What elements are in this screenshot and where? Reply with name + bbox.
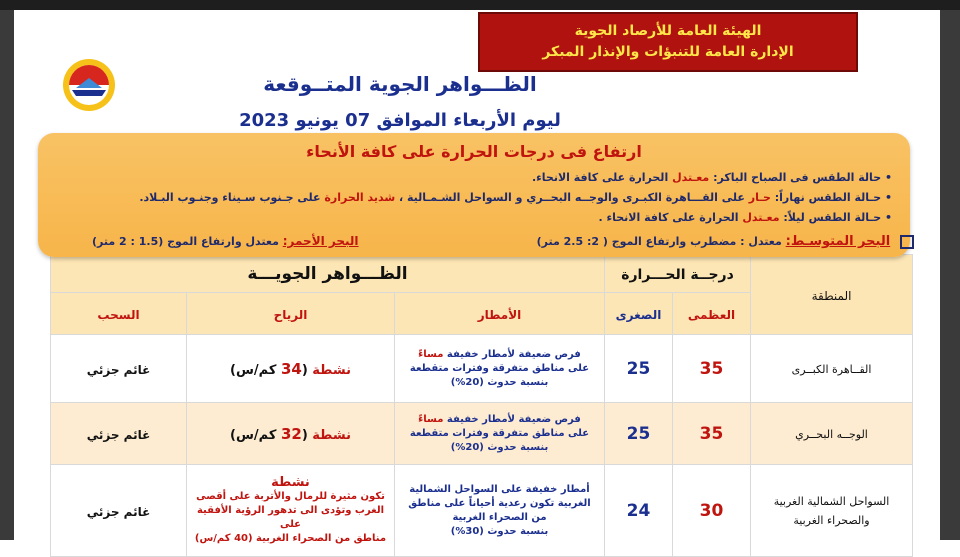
weather-table — [50, 254, 912, 557]
summary-headline: ارتفاع فى درجات الحرارة على كافة الأنحاء — [306, 142, 642, 161]
ema-logo-icon — [62, 58, 116, 112]
rain-cell: أمطار خفيفة على السواحل الشمالية الغربية تكون رعدية أحياناً على مناطق من الصحراء الغربية بنسبة حدوث (30%) — [395, 465, 605, 557]
red-sea-line: البحر الأحمر: معتدل وارتفاع الموج (1.5 : 2 متر) — [92, 234, 359, 248]
table-row — [51, 335, 913, 403]
col-header-rain: الأمطار — [395, 293, 605, 335]
table-row — [51, 403, 913, 465]
region-cell: السواحل الشمالية الغربية والصحراء الغربية — [751, 465, 913, 557]
region-cell: القــاهرة الكبــرى — [751, 335, 913, 403]
rain-cell: فرص ضعيفة لأمطار خفيفة مساءً على مناطق متفرقة وفترات متقطعة بنسبة حدوث (20%) — [395, 403, 605, 465]
min-temp-cell: 24 — [605, 465, 673, 557]
col-header-region: المنطقة — [751, 255, 913, 335]
min-temp-cell: 25 — [605, 335, 673, 403]
max-temp-cell: 30 — [673, 465, 751, 557]
night-line: • حـالة الطقس ليلاً: معـتدل الحرارة على كافة الانحاء . — [598, 211, 892, 224]
cloud-cell: غائم جزئي — [51, 403, 187, 465]
wind-cell: نشطة (34 كم/س) — [187, 335, 395, 403]
right-frame — [940, 10, 960, 540]
col-header-phenomena: الظـــواهر الجويـــة — [51, 255, 605, 293]
agency-banner — [478, 12, 858, 72]
top-bar — [0, 0, 960, 10]
page-subtitle: ليوم الأربعاء الموافق 07 يونيو 2023 — [239, 110, 561, 131]
cloud-cell: غائم جزئي — [51, 465, 187, 557]
col-header-cloud: السحب — [51, 293, 187, 335]
min-temp-cell: 25 — [605, 403, 673, 465]
col-header-min: الصغرى — [605, 293, 673, 335]
col-header-max: العظمى — [673, 293, 751, 335]
wind-cell: نشطة (32 كم/س) — [187, 403, 395, 465]
table-row — [51, 465, 913, 557]
checkbox-icon — [900, 235, 914, 249]
col-header-wind: الرياح — [187, 293, 395, 335]
max-temp-cell: 35 — [673, 403, 751, 465]
page-title: الظـــواهر الجوية المتــوقعة — [263, 72, 537, 96]
max-temp-cell: 35 — [673, 335, 751, 403]
cloud-cell: غائم جزئي — [51, 335, 187, 403]
wind-cell: نشطة تكون مثيرة للرمال والأتربة على أقصى الغرب وتؤدى الى تدهور الرؤية الأفقية على مناطق من الصحراء الغربية (40 كم/س) — [187, 465, 395, 557]
agency-line-2: الإدارة العامة للتنبؤات والإنذار المبكر — [542, 44, 794, 60]
left-frame — [0, 10, 14, 540]
morning-line: • حالة الطقس فى الصباح الباكر: معـتدل الحرارة على كافة الانحاء. — [531, 171, 892, 184]
rain-cell: فرص ضعيفة لأمطار خفيفة مساءً على مناطق متفرقة وفترات متقطعة بنسبة حدوث (20%) — [395, 335, 605, 403]
region-cell: الوجــه البحــري — [751, 403, 913, 465]
table-header-row — [51, 255, 913, 293]
agency-line-1: الهيئة العامة للأرصاد الجوية — [574, 23, 762, 39]
med-sea-line: البحر المتوسـط: معتدل : مضطرب وارتفاع الموج ( 2: 2.5 متر) — [537, 234, 914, 249]
col-header-temp: درجــة الحـــرارة — [605, 255, 751, 293]
day-line: • حـالة الطقس نهاراً: حـار على القـــاهرة الكبـرى والوجــه البحــري و السواحل الشـمـالية ، شديد الحرارة على جـنوب سـيناء وجنـوب البـلاد. — [139, 191, 892, 204]
